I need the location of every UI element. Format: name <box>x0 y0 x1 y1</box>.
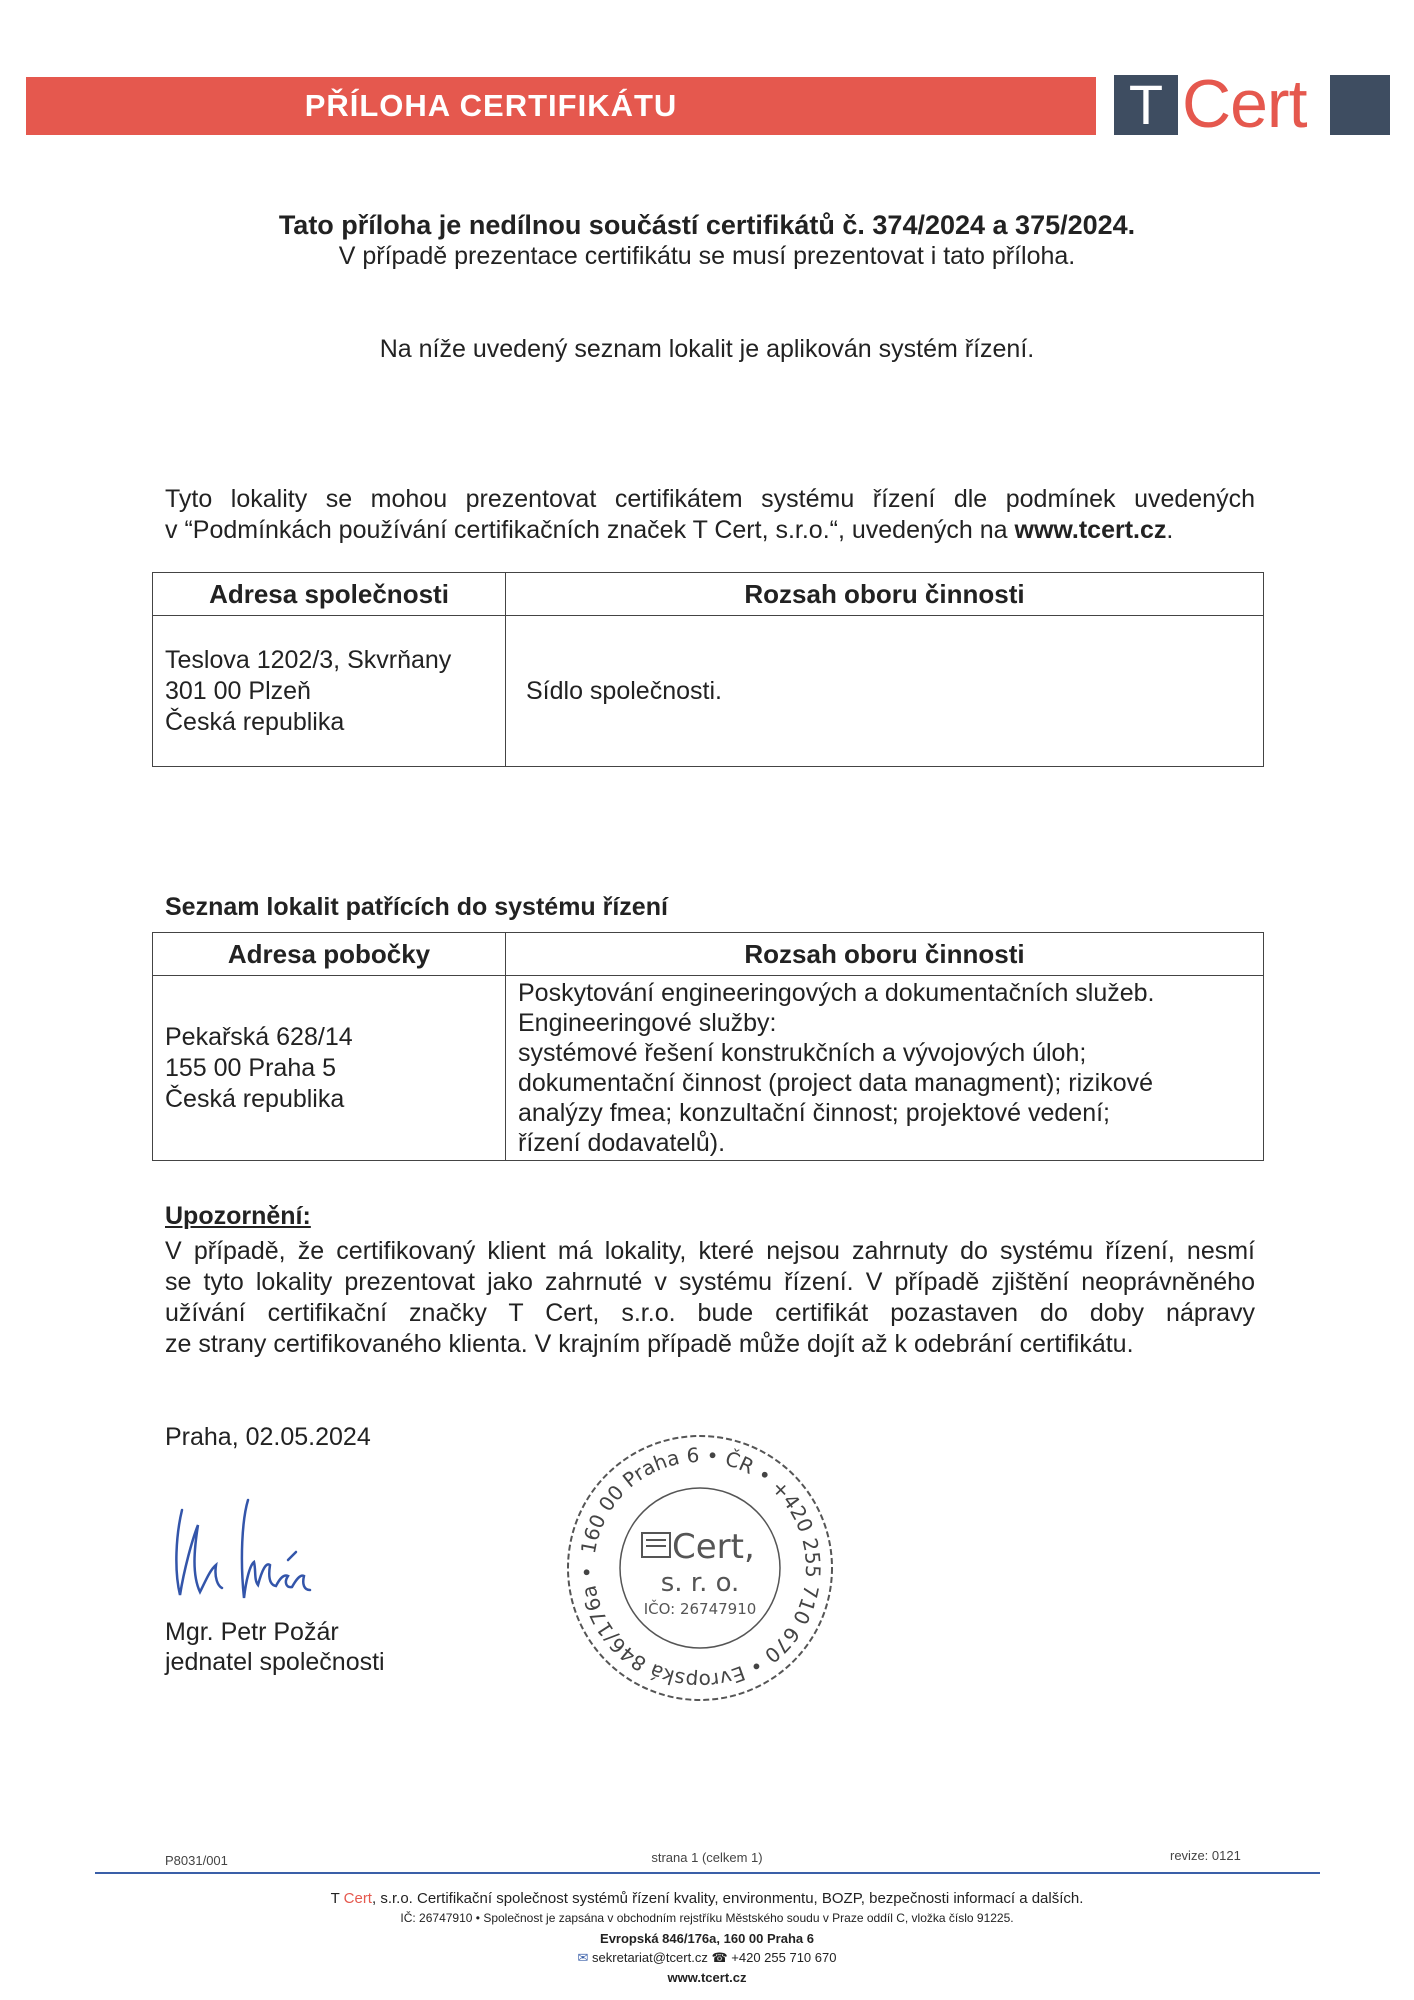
conditions-line2 <box>165 516 1173 545</box>
scope-line: řízení dodavatelů). <box>518 1129 726 1157</box>
revision: revize: 0121 <box>1170 1848 1241 1863</box>
mail-icon: ✉ <box>577 1950 589 1965</box>
website-link[interactable]: www.tcert.cz <box>1014 516 1167 544</box>
scope-line: analýzy fmea; konzultační činnost; projektové vedení; <box>518 1099 1110 1127</box>
intro-certificate-numbers: Tato příloha je nedílnou součástí certifikátů č. 374/2024 a 375/2024. <box>278 210 1136 240</box>
footer-email[interactable]: sekretariat@tcert.cz <box>592 1950 708 1965</box>
address-line: 155 00 Praha 5 <box>165 1053 336 1082</box>
footer-address: Evropská 846/176a, 160 00 Praha 6 <box>600 1931 814 1946</box>
address-line: Česká republika <box>165 1084 345 1113</box>
tcert-logo <box>1103 66 1413 142</box>
column-header-branch-scope: Rozsah oboru činnosti <box>506 933 1264 976</box>
address-line: 301 00 Plzeň <box>165 676 311 705</box>
scope-line: systémové řešení konstrukčních a vývojových úloh; <box>518 1039 1087 1067</box>
table-row <box>153 976 1264 1161</box>
footer-company-description: , s.r.o. Certifikační společnost systémů řízení kvality, environmentu, BOZP, bezpečnosti informací a dalších. <box>371 1890 1084 1907</box>
signatory-name: Mgr. Petr Požár <box>165 1618 339 1646</box>
signatory <box>165 1617 385 1677</box>
stamp-ico: IČO: 26747910 <box>643 1600 757 1618</box>
logo-block <box>1330 75 1390 135</box>
warning-line: se tyto lokality prezentovat jako zahrnuté v systému řízení. V případě zjištění neoprávněného <box>165 1268 1255 1296</box>
footer-phone: +420 255 710 670 <box>731 1950 837 1965</box>
logo-t-mark: T <box>1114 75 1178 135</box>
footer-website[interactable]: www.tcert.cz <box>667 1970 747 1985</box>
place-date: Praha, 02.05.2024 <box>165 1423 371 1451</box>
conditions-line1: Tyto lokality se mohou prezentovat certifikátem systému řízení dle podmínek uvedených <box>165 485 1255 513</box>
warning-heading: Upozornění: <box>165 1202 311 1230</box>
footer-company-line <box>0 1890 1414 1907</box>
warning-line: V případě, že certifikovaný klient má lokality, které nejsou zahrnuty do systému řízení, nesmí <box>165 1237 1255 1265</box>
company-address-cell <box>153 616 506 767</box>
company-stamp <box>560 1428 840 1708</box>
stamp-logo-text: Cert, <box>672 1527 755 1567</box>
branches-title: Seznam lokalit patřících do systému řízení <box>165 893 668 921</box>
conditions-line2-end: . <box>1166 516 1174 544</box>
footer-brand-t: T <box>330 1890 344 1907</box>
handwritten-signature <box>170 1490 330 1610</box>
logo-cert-text: Cert <box>1182 66 1307 142</box>
column-header-scope: Rozsah oboru činnosti <box>506 573 1264 616</box>
company-scope-cell: Sídlo společnosti. <box>506 616 1264 767</box>
conditions-line2-text: v “Podmínkách používání certifikačních značek T Cert, s.r.o.“, uvedených na <box>165 516 1015 544</box>
column-header-address: Adresa společnosti <box>153 573 506 616</box>
table-header-row <box>153 933 1264 976</box>
warning-line: ze strany certifikovaného klienta. V krajním případě může dojít až k odebrání certifikátu. <box>165 1330 1134 1358</box>
branches-table <box>152 932 1264 1161</box>
warning-text <box>165 1236 1255 1360</box>
warning-line: užívání certifikační značky T Cert, s.r.o. bude certifikát pozastaven do doby nápravy <box>165 1299 1255 1327</box>
address-line: Česká republika <box>165 707 345 736</box>
phone-icon: ☎ <box>711 1950 728 1965</box>
stamp-ring-text: 160 00 Praha 6 • ČR • +420 255 710 670 • Evropská 846/176a • <box>574 1442 826 1694</box>
address-line: Pekařská 628/14 <box>165 1022 353 1051</box>
footer-brand-cert: Cert <box>343 1890 372 1907</box>
footer-contacts <box>0 1950 1414 1966</box>
table-row <box>153 616 1264 767</box>
page-title: PŘÍLOHA CERTIFIKÁTU <box>304 88 678 123</box>
signatory-role: jednatel společnosti <box>165 1648 385 1676</box>
table-header-row <box>153 573 1264 616</box>
branch-scope-cell <box>506 976 1264 1161</box>
intro-locations-note: Na níže uvedený seznam lokalit je aplikován systém řízení. <box>379 335 1035 363</box>
footer-registration: IČ: 26747910 • Společnost je zapsána v obchodním rejstříku Městského soudu v Praze oddíl C, vložka číslo 91225. <box>400 1911 1014 1925</box>
scope-line: dokumentační činnost (project data managment); rizikové <box>518 1069 1154 1097</box>
page-number: strana 1 (celkem 1) <box>651 1850 763 1865</box>
company-table <box>152 572 1264 767</box>
document-id: P8031/001 <box>165 1853 228 1868</box>
scope-line: Engineeringové služby: <box>518 1009 777 1037</box>
footer-divider <box>95 1872 1320 1874</box>
branch-address-cell <box>153 976 506 1161</box>
intro-presentation-note: V případě prezentace certifikátu se musí prezentovat i tato příloha. <box>338 242 1076 270</box>
column-header-branch-address: Adresa pobočky <box>153 933 506 976</box>
scope-line: Poskytování engineeringových a dokumentačních služeb. <box>518 979 1155 1007</box>
stamp-company-form: s. r. o. <box>660 1568 740 1598</box>
address-line: Teslova 1202/3, Skvrňany <box>165 645 452 674</box>
